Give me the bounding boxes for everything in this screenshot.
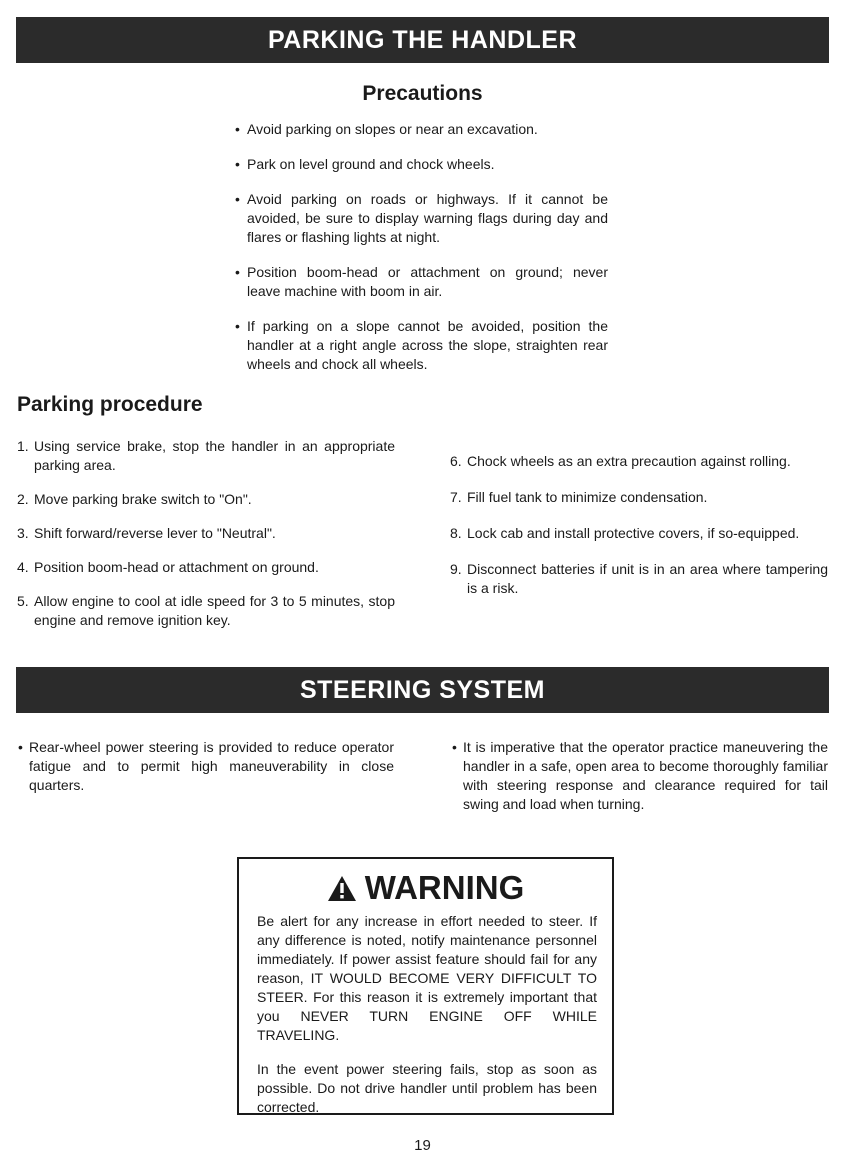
step-text: Position boom-head or attachment on ground. xyxy=(34,559,319,575)
step-number: 7. xyxy=(450,489,462,505)
list-item xyxy=(450,488,828,507)
steering-column-left xyxy=(16,738,394,795)
warning-box xyxy=(237,857,614,1115)
warning-text xyxy=(257,912,597,1132)
list-item xyxy=(17,592,395,630)
step-text: Shift forward/reverse lever to "Neutral". xyxy=(34,525,276,541)
step-number: 6. xyxy=(450,453,462,469)
list-item xyxy=(450,560,828,598)
list-item xyxy=(17,558,395,577)
step-number: 1. xyxy=(17,438,29,454)
list-item xyxy=(450,524,828,543)
step-number: 5. xyxy=(17,593,29,609)
step-text: Chock wheels as an extra precaution against rolling. xyxy=(467,453,791,469)
step-number: 8. xyxy=(450,525,462,541)
step-text: Lock cab and install protective covers, if so-equipped. xyxy=(467,525,800,541)
warning-title-row xyxy=(239,869,612,907)
list-item xyxy=(450,452,828,471)
list-item xyxy=(17,437,395,475)
parking-section-banner xyxy=(16,17,829,63)
list-item: • Avoid parking on slopes or near an excavation. xyxy=(233,120,608,139)
step-text: Fill fuel tank to minimize condensation. xyxy=(467,489,708,505)
warning-title: WARNING xyxy=(364,869,525,906)
procedure-steps-right xyxy=(450,452,828,615)
parking-section-title: PARKING THE HANDLER xyxy=(267,25,578,54)
list-item xyxy=(17,524,395,543)
step-number: 9. xyxy=(450,561,462,577)
warning-triangle-icon xyxy=(327,875,357,902)
list-item: • Position boom-head or attachment on ground; never leave machine with boom in air. xyxy=(233,263,608,301)
list-item: • Park on level ground and chock wheels. xyxy=(233,155,608,174)
step-number: 2. xyxy=(17,491,29,507)
steering-section-title: STEERING SYSTEM xyxy=(299,675,546,704)
warning-paragraph: In the event power steering fails, stop as soon as possible. Do not drive handler until problem has been corrected. xyxy=(257,1061,597,1115)
parking-procedure-heading: Parking procedure xyxy=(17,393,203,416)
step-number: 4. xyxy=(17,559,29,575)
precautions-heading: Precautions xyxy=(362,82,483,105)
list-item: • Rear-wheel power steering is provided to reduce operator fatigue and to permit high maneuverability in close quarters. xyxy=(16,738,394,795)
step-text: Using service brake, stop the handler in an appropriate parking area. xyxy=(34,438,395,473)
step-text: Allow engine to cool at idle speed for 3 to 5 minutes, stop engine and remove ignition key. xyxy=(34,593,395,628)
steering-column-right xyxy=(450,738,828,814)
step-text: Move parking brake switch to "On". xyxy=(34,491,252,507)
warning-paragraph: Be alert for any increase in effort needed to steer. If any difference is noted, notify maintenance personnel immediately. If power assist feature should fail for any reason, IT WOULD BECOME VERY DIFFICULT TO STEER. For this reason it is extremely important that you NEVER TURN ENGINE OFF WHILE TRAVELING. xyxy=(257,913,597,1043)
steering-section-banner xyxy=(16,667,829,713)
list-item: • It is imperative that the operator practice maneuvering the handler in a safe, open area to become thoroughly familiar with steering response and clearance required for tail swing and load when turning. xyxy=(450,738,828,814)
list-item: • If parking on a slope cannot be avoided, position the handler at a right angle across the slope, straighten rear wheels and chock all wheels. xyxy=(233,317,608,374)
precautions-list xyxy=(233,120,608,390)
page-number: 19 xyxy=(414,1137,431,1154)
list-item xyxy=(17,490,395,509)
procedure-steps-left xyxy=(17,437,395,645)
step-number: 3. xyxy=(17,525,29,541)
list-item: • Avoid parking on roads or highways. If it cannot be avoided, be sure to display warning flags during day and flares or flashing lights at night. xyxy=(233,190,608,247)
step-text: Disconnect batteries if unit is in an area where tampering is a risk. xyxy=(467,561,828,596)
